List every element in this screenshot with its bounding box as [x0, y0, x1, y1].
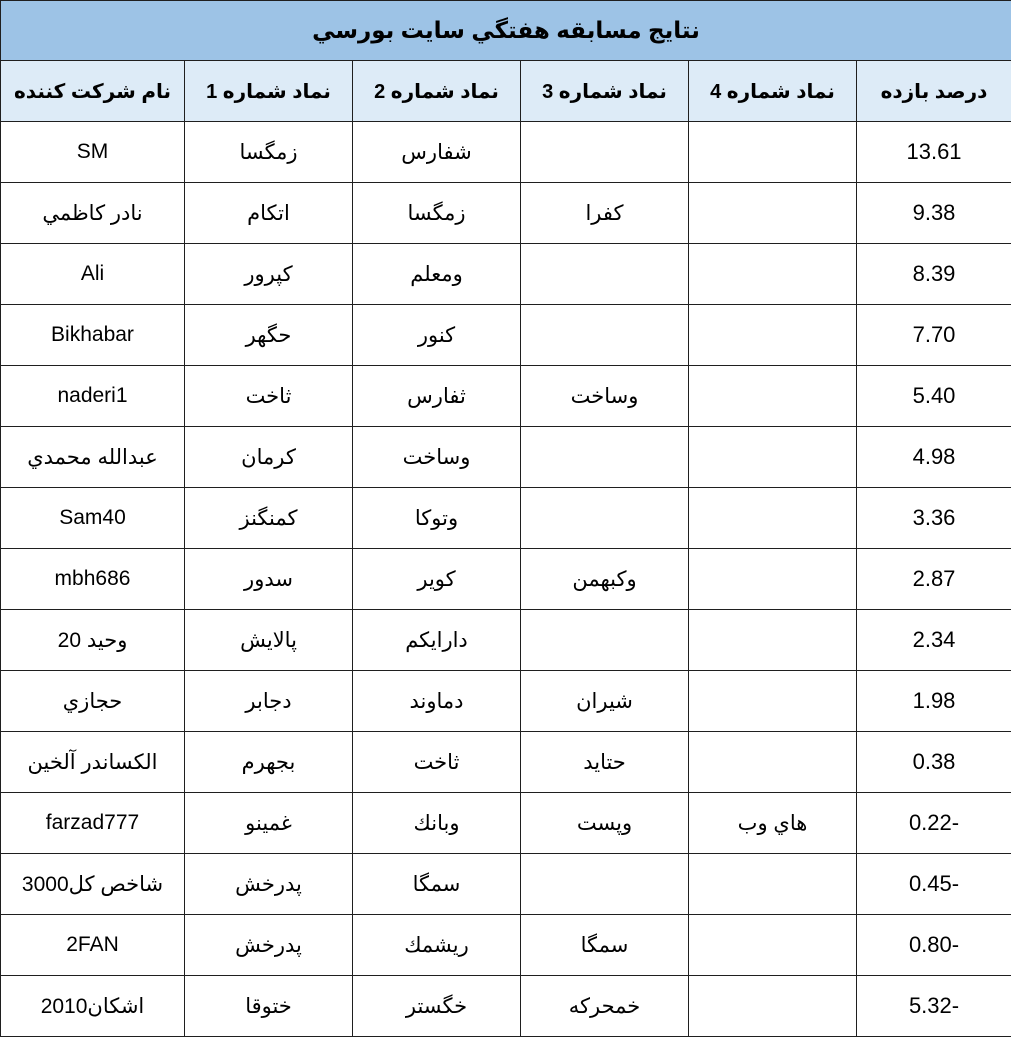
symbol-2: كوير: [353, 549, 521, 610]
symbol-4: [689, 244, 857, 305]
participant-name: نادر كاظمي: [1, 183, 185, 244]
return-percent: -5.32: [857, 976, 1011, 1037]
symbol-1: پدرخش: [185, 915, 353, 976]
symbol-2: ومعلم: [353, 244, 521, 305]
table-row: [1, 183, 1011, 244]
symbol-3: [521, 122, 689, 183]
symbol-4: [689, 854, 857, 915]
return-percent: 4.98: [857, 427, 1011, 488]
participant-name: Bikhabar: [1, 305, 185, 366]
symbol-4: [689, 122, 857, 183]
symbol-3: [521, 305, 689, 366]
symbol-1: كپرور: [185, 244, 353, 305]
return-percent: 9.38: [857, 183, 1011, 244]
title-row: [1, 1, 1011, 61]
header-symbol-2: نماد شماره 2: [353, 61, 521, 122]
symbol-4: [689, 305, 857, 366]
symbol-2: زمگسا: [353, 183, 521, 244]
symbol-2: وساخت: [353, 427, 521, 488]
participant-name: عبدالله محمدي: [1, 427, 185, 488]
symbol-4: [689, 732, 857, 793]
symbol-1: حگهر: [185, 305, 353, 366]
symbol-3: [521, 427, 689, 488]
table-row: [1, 793, 1011, 854]
symbol-2: وتوكا: [353, 488, 521, 549]
symbol-1: پالايش: [185, 610, 353, 671]
symbol-4: [689, 671, 857, 732]
table-row: [1, 244, 1011, 305]
symbol-3: كفرا: [521, 183, 689, 244]
table-row: [1, 915, 1011, 976]
table-row: [1, 610, 1011, 671]
symbol-2: ريشمك: [353, 915, 521, 976]
return-percent: 5.40: [857, 366, 1011, 427]
header-symbol-3: نماد شماره 3: [521, 61, 689, 122]
return-percent: 3.36: [857, 488, 1011, 549]
symbol-4: [689, 976, 857, 1037]
symbol-4: [689, 549, 857, 610]
table-row: [1, 488, 1011, 549]
symbol-3: وكبهمن: [521, 549, 689, 610]
table-body: [1, 122, 1011, 1037]
table-row: [1, 427, 1011, 488]
table-row: [1, 732, 1011, 793]
symbol-3: حتايد: [521, 732, 689, 793]
table-title: نتايج مسابقه هفتگي سايت بورسي: [1, 1, 1011, 61]
participant-name: mbh686: [1, 549, 185, 610]
symbol-1: دجابر: [185, 671, 353, 732]
symbol-4: [689, 366, 857, 427]
symbol-4: هاي وب: [689, 793, 857, 854]
participant-name: اشكان2010: [1, 976, 185, 1037]
symbol-2: وبانك: [353, 793, 521, 854]
participant-name: حجازي: [1, 671, 185, 732]
participant-name: الكساندر آلخين: [1, 732, 185, 793]
table-row: [1, 305, 1011, 366]
symbol-2: دماوند: [353, 671, 521, 732]
symbol-1: بجهرم: [185, 732, 353, 793]
symbol-4: [689, 610, 857, 671]
symbol-1: زمگسا: [185, 122, 353, 183]
header-participant-name: نام شركت كننده: [1, 61, 185, 122]
symbol-4: [689, 915, 857, 976]
symbol-1: اتكام: [185, 183, 353, 244]
symbol-4: [689, 183, 857, 244]
participant-name: شاخص كل3000: [1, 854, 185, 915]
symbol-3: شيران: [521, 671, 689, 732]
participant-name: SM: [1, 122, 185, 183]
return-percent: 2.87: [857, 549, 1011, 610]
return-percent: -0.45: [857, 854, 1011, 915]
symbol-1: غمينو: [185, 793, 353, 854]
symbol-2: سمگا: [353, 854, 521, 915]
header-symbol-4: نماد شماره 4: [689, 61, 857, 122]
return-percent: 2.34: [857, 610, 1011, 671]
symbol-4: [689, 427, 857, 488]
participant-name: farzad777: [1, 793, 185, 854]
participant-name: naderi1: [1, 366, 185, 427]
symbol-1: پدرخش: [185, 854, 353, 915]
return-percent: 1.98: [857, 671, 1011, 732]
participant-name: وحيد 20: [1, 610, 185, 671]
return-percent: 7.70: [857, 305, 1011, 366]
return-percent: -0.80: [857, 915, 1011, 976]
symbol-2: دارايكم: [353, 610, 521, 671]
participant-name: 2FAN: [1, 915, 185, 976]
table-row: [1, 122, 1011, 183]
participant-name: Sam40: [1, 488, 185, 549]
return-percent: 8.39: [857, 244, 1011, 305]
return-percent: -0.22: [857, 793, 1011, 854]
symbol-3: وساخت: [521, 366, 689, 427]
symbol-4: [689, 488, 857, 549]
table-row: [1, 549, 1011, 610]
symbol-2: ثفارس: [353, 366, 521, 427]
symbol-1: ختوقا: [185, 976, 353, 1037]
participant-name: Ali: [1, 244, 185, 305]
symbol-1: سدور: [185, 549, 353, 610]
symbol-2: خگستر: [353, 976, 521, 1037]
table-row: [1, 976, 1011, 1037]
symbol-1: كرمان: [185, 427, 353, 488]
symbol-1: كمنگنز: [185, 488, 353, 549]
symbol-2: ثاخت: [353, 732, 521, 793]
return-percent: 0.38: [857, 732, 1011, 793]
symbol-2: شفارس: [353, 122, 521, 183]
symbol-3: وپست: [521, 793, 689, 854]
symbol-1: ثاخت: [185, 366, 353, 427]
symbol-3: [521, 854, 689, 915]
symbol-2: كنور: [353, 305, 521, 366]
symbol-3: [521, 488, 689, 549]
header-row: [1, 61, 1011, 122]
table-row: [1, 854, 1011, 915]
header-return-percent: درصد بازده: [857, 61, 1011, 122]
symbol-3: سمگا: [521, 915, 689, 976]
symbol-3: [521, 610, 689, 671]
symbol-3: [521, 244, 689, 305]
symbol-3: خمحركه: [521, 976, 689, 1037]
return-percent: 13.61: [857, 122, 1011, 183]
header-symbol-1: نماد شماره 1: [185, 61, 353, 122]
table-row: [1, 671, 1011, 732]
table-row: [1, 366, 1011, 427]
